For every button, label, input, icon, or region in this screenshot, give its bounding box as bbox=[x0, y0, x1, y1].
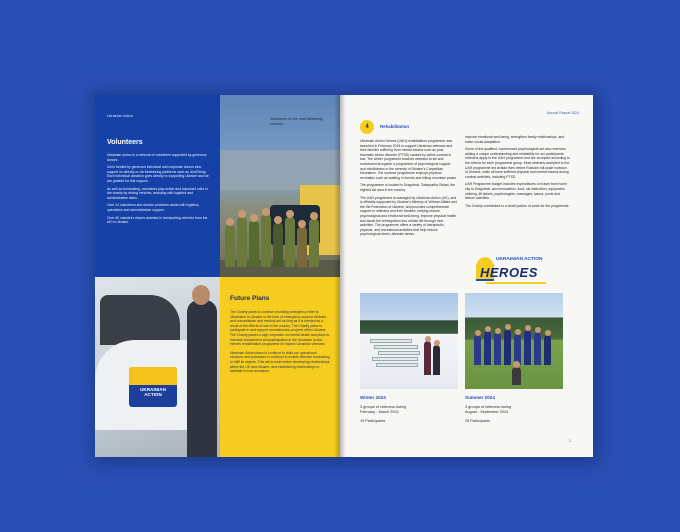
ski bbox=[376, 363, 418, 367]
man-figure bbox=[187, 300, 217, 457]
left-page bbox=[95, 95, 340, 457]
sticker-yellow-band bbox=[129, 367, 177, 385]
ski bbox=[370, 339, 412, 343]
man-head bbox=[192, 285, 210, 305]
rehab-paragraph: improve emotional well-being, strengthen family relationships, and foster social adaptation. bbox=[465, 135, 565, 144]
skis-on-snow bbox=[370, 335, 440, 375]
right-page-header: Annual Report 2024 bbox=[547, 111, 579, 115]
section-title: Rehabilitation bbox=[380, 124, 410, 129]
person-figure bbox=[297, 227, 307, 267]
left-page-header: Ukrainian Action bbox=[107, 114, 133, 118]
volunteers-group bbox=[223, 187, 331, 267]
person-figure bbox=[534, 332, 541, 365]
page-number: 1 bbox=[569, 439, 571, 443]
photo-building bbox=[220, 150, 340, 190]
logo-main-text: HEROES bbox=[480, 265, 538, 280]
person-figure bbox=[512, 367, 521, 385]
volunteers-paragraph: As well as fundraising, volunteers play active and important roles in the charity by driving vehicles, assisting with logistics and administrative tasks. bbox=[107, 186, 208, 200]
summer-title: Summer 2024 bbox=[465, 395, 495, 400]
person-figure bbox=[261, 215, 271, 267]
summer-group bbox=[472, 310, 557, 365]
volunteers-title: Volunteers bbox=[107, 139, 143, 146]
volunteers-paragraph: Ukrainian Action is a network of volunteers supported by generous donors. bbox=[107, 153, 207, 162]
ukrainian-action-heroes-logo bbox=[476, 255, 552, 289]
sticker-text: UKRAINIAN ACTION bbox=[140, 387, 166, 397]
section-number-badge: 4 bbox=[360, 120, 374, 134]
person-figure bbox=[544, 335, 551, 365]
skier-figure bbox=[424, 341, 431, 375]
person-figure bbox=[504, 329, 511, 365]
person-figure bbox=[273, 223, 283, 267]
future-paragraph: The Charity plans to continue providing emergency relief to Ukrainians in Ukraine in the form of emergency support vehicles and humanitarian and medical aid as long as it is needed as a result of the effects of war in the country. The Charity plans to participate in and support reconstruction projects within Ukraine. The Charity places a high emphasis on mental health and plans to increase involvement and participation in the Ukrainian Action Heroes rehabilitation programme for injured Ukrainian veterans. bbox=[230, 310, 330, 347]
person-figure bbox=[484, 331, 491, 365]
right-page bbox=[340, 95, 593, 457]
photo-caption: Volunteers on the road delivering vehicles. bbox=[270, 117, 323, 126]
summer-line: 3 groups of veterans during bbox=[465, 405, 512, 409]
winter-line: February - March 2024 bbox=[360, 410, 399, 414]
person-figure bbox=[524, 330, 531, 365]
logo-top-text: UKRAINIAN ACTION bbox=[496, 257, 543, 262]
skier-figure bbox=[433, 345, 440, 375]
rehab-column-2 bbox=[465, 135, 570, 211]
winter-line: 3 groups of veterans during bbox=[360, 405, 407, 409]
volunteers-paragraph: UA is funded by generous individual and corporate donors who support us directly or via fundraising platforms such as JustGiving. Each individual donation goes directly to supporting Ukraine and we are grateful for this support. bbox=[107, 165, 209, 183]
summer-participants: 25 Participants bbox=[465, 419, 491, 423]
ski bbox=[378, 351, 420, 355]
person-figure bbox=[249, 221, 259, 267]
book-gutter bbox=[334, 95, 346, 457]
person-figure bbox=[285, 217, 295, 267]
volunteers-text bbox=[107, 153, 209, 228]
summer-line: August - September 2024 bbox=[465, 410, 509, 414]
winter-participants: 19 Participants bbox=[360, 419, 386, 423]
ski bbox=[372, 357, 418, 361]
person-figure bbox=[237, 217, 247, 267]
rehab-paragraph: UAH Programme budget includes expenditures on travel from home city to Dragobrat, accommodation, food, ski instruction, equipment, clothing, lift tickets, psychologists, massages, sauna, pools and leisure activities. bbox=[465, 182, 567, 201]
rehab-paragraph: Ukrainian Action Heroes (UAH) rehabilitation programme was launched in February 2024 to support Ukrainian veterans and their families suffering from mental trauma such as post-traumatic stress disorder (PTSD) caused by active combat in war. The winter programme teaches veterans to ski and snowboard alongside a programme of psychological support and mindfulness in the serenity of Ukraine's Carpathian Mountains. The summer programme employs physical recreation such as walking in forests and hiking mountain peaks. bbox=[360, 139, 457, 180]
winter-title: Winter 2024 bbox=[360, 395, 386, 400]
person-figure bbox=[474, 335, 481, 365]
ski bbox=[374, 345, 418, 349]
rehab-paragraph: The Charity contributed to a small portion of costs for the programme. bbox=[465, 203, 570, 208]
volunteers-paragraph: Over 50 volunteer drivers assisted in transporting vehicles from the UK to Ukraine. bbox=[107, 215, 208, 225]
rehab-column-1 bbox=[360, 139, 457, 240]
rehab-paragraph: Some of the qualified, experienced psychologists are also veterans, adding a unique understanding and relatability for our participants. Veterans apply to the UAH programme and are accepted according to the criteria for each programme group. Most veterans accepted to the UAH programme led civilian lives before Russia's full-scale invasion of Ukraine, while all have suffered physical and mental trauma during combat activities, including PTSD. bbox=[465, 147, 570, 179]
person-figure bbox=[225, 225, 235, 267]
person-figure bbox=[309, 219, 319, 267]
future-plans-title: Future Plans bbox=[230, 295, 270, 302]
car-windshield bbox=[100, 295, 180, 345]
rehab-paragraph: The UAH programme is managed by Ukrainian Action (US), and is officially supported by Ukraine's Ministry of Veteran Affairs and the Ski Federation of Ukraine, and provides comprehensive support to veterans and their families, helping restore psychological and emotional well-being, improve physical health and assist the reintegration into civilian life through new activities. The programme offers a variety of therapeutic, physical, and recreational activities that help reduce psychological strain, alleviate stress, bbox=[360, 195, 457, 237]
rehab-paragraph: The programme is located in Dragobrat, Zakarpattia Oblast, the highest ski area in the country. bbox=[360, 183, 456, 192]
volunteers-paragraph: Over 14 volunteers and service providers assist with logistics, operations and administrative support. bbox=[107, 203, 200, 212]
logo-underline bbox=[486, 282, 546, 284]
future-plans-text bbox=[230, 310, 330, 378]
future-paragraph: Ukrainian Action plans to continue to build our operational structure and processes to continue to enable effective fundraising to fulfil its objects. This will include further developing relationships within the UK and Ukraine, and establishing relationships to facilitate in-kind donations. bbox=[230, 350, 330, 374]
person-figure bbox=[494, 333, 501, 365]
